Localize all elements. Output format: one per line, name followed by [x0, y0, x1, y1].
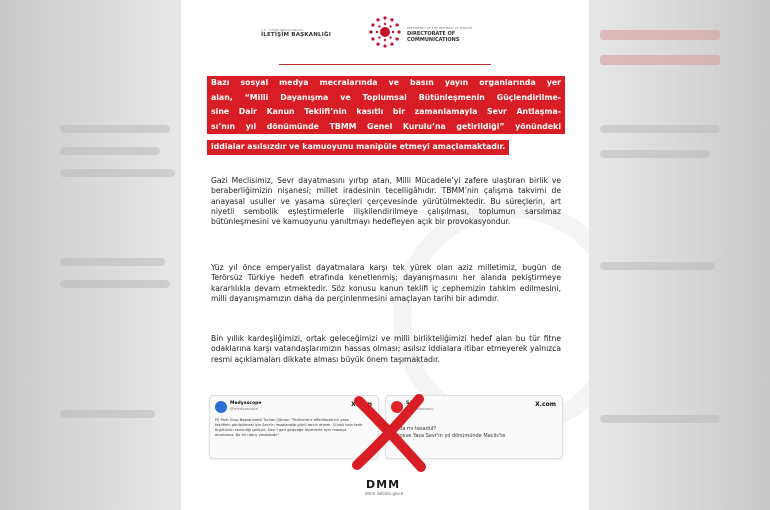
agency-super-turkish: T.C. CUMHURBAŞKANLIĞI — [261, 28, 304, 32]
false-claim-cross-icon — [349, 393, 429, 473]
header-divider — [279, 64, 491, 65]
tweet-text-line: Çerçeve Yasa Sevr'in yıl dönümünde Meclis'te — [391, 433, 506, 439]
agency-title-english-line1: DIRECTORATE OF — [407, 31, 456, 37]
background-blur-line — [600, 150, 710, 158]
document-header — [181, 8, 589, 60]
agency-super-english: PRESIDENCY OF THE REPUBLIC OF TÜRKİYE — [407, 26, 473, 30]
background-blur-line — [60, 258, 165, 266]
agency-name-english — [407, 25, 472, 43]
press-release-document — [181, 0, 589, 510]
presidential-emblem-icon — [365, 12, 405, 52]
background-blur-line — [600, 415, 720, 423]
highlight-line: sine Dair Kanun Teklifi’nin kasıtlı bir zamanlamayla Sevr Antlaşma- — [207, 105, 565, 120]
tweet-text-line: Bu da mı tesadüf? — [391, 426, 437, 432]
agency-title-english-line2: COMMUNICATIONS — [407, 37, 460, 43]
paragraph-3: Bin yıllık kardeşliğimizi, ortak geleceğimizi ve milli birlikteliğimizi hedef alan bu tür fitne odaklarına karşı vatandaşlarımızın hassas olması; asılsız iddialara itibar etmeyerek yalnızca resmi açıklamaları dikkate alması büyük önem taşımaktadır. — [211, 334, 561, 364]
tweet-handle: @gazetesozcu — [406, 406, 434, 411]
highlight-line: sı’nın yıl dönümünde TBMM Genel Kurulu’na getirildiği” yönündeki — [207, 120, 565, 135]
x-logo-icon: X.com — [535, 401, 556, 408]
background-blur-line — [600, 125, 720, 133]
highlight-line: alan, “Milli Dayanışma ve Toplumsal Bütünleşmenin Güçlendirilme- — [207, 91, 565, 106]
tweet-text: İYİ Parti Grup Başkanvekili Turhan Çömez: "Tarihlerle'e affedilecek bir yasa teklifinin görüşülmesi için Sevr'in imzalandığı günü tercih etmek. Çünkü hain terör örgütünün sevindiği şekliyle. Sevr'i gerî geleceğe diyenlerle aynı masaya oturdunuz. Bu bir utanç vesikasıdır" — [215, 418, 363, 437]
agency-title-turkish: İLETİŞİM BAŞKANLIĞI — [261, 32, 331, 38]
paragraph-1: Gazi Meclisimiz, Sevr dayatmasını yırtıp atan, Milli Mücadele’yi zafere ulaştıran birlik ve beraberliğimizin nişanesi; millet iradesinin tecelligâhıdır. TBMM’nin çalışma takvimi de anayasal usuller ve yasama süreçleri çerçevesinde yürütülmektedir. Bu süreçlerin, art niyetli sembolik eşleştirmelerle ilişkilendirilmeye çalışılması, toplumun sarsılmaz bütünleşmesini ve kamuoyunu yanıltmayı hedefleyen açık bir provokasyondur. — [211, 176, 561, 227]
background-blur-highlight — [600, 30, 720, 40]
tweet-account: Sözcü — [406, 401, 421, 406]
highlight-line: iddialar asılsızdır ve kamuoyunu manipüle etmeyi amaçlamaktadır. — [207, 140, 509, 155]
background-blur-line — [600, 262, 715, 270]
background-blur-line — [60, 147, 160, 155]
x-logo-icon: X.com — [351, 401, 372, 408]
dmm-logo: DMM — [366, 478, 401, 491]
background-blur-line — [60, 280, 170, 288]
paragraph-2: Yüz yıl önce emperyalist dayatmalara karşı tek yürek olan aziz milletimiz, bugün de Terörsüz Türkiye hedefi etrafında kenetlenmiş; dayanışmasını her alanda pekiştirmeye kararlılıkla devam etmektedir. Söz konusu kanun teklifi iç cephemizin tahkim edilmesini, milli dayanışmamızın daha da perçinlenmesini amaçlayan tarihi bir adımdır. — [211, 263, 561, 303]
debunked-tweets — [209, 395, 561, 461]
background-blur-highlight — [600, 55, 720, 65]
agency-name-turkish — [261, 28, 331, 38]
tweet-handle: @medyascope — [230, 406, 258, 411]
background-blur-line — [60, 169, 175, 177]
highlight-line: Bazı sosyal medya mecralarında ve basın yayın organlarında yer — [207, 76, 565, 91]
footer-url: dmm.iletisim.gov.tr — [365, 491, 404, 496]
background-blur-line — [60, 410, 155, 418]
tweet-account: Medyascope — [230, 401, 262, 406]
background-blur-line — [60, 125, 170, 133]
account-avatar — [215, 401, 227, 413]
highlighted-statement — [207, 76, 565, 155]
